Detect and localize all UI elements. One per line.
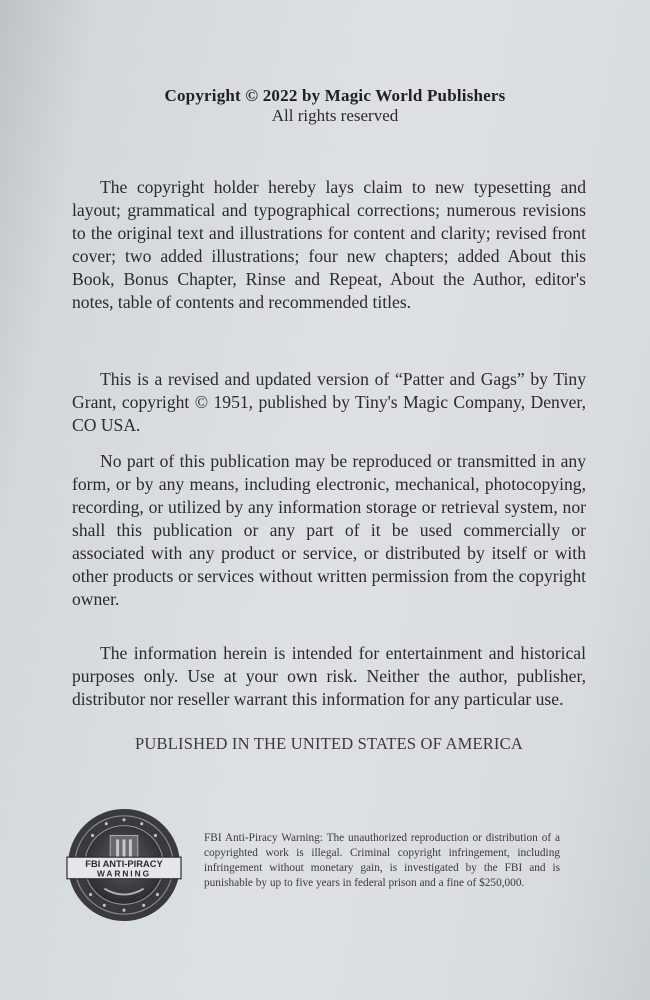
fbi-anti-piracy-seal-icon <box>65 806 183 924</box>
copyright-heading <box>70 86 600 126</box>
reproduction-notice-paragraph: No part of this publication may be reproduced or transmitted in any form, or by any means, including electronic, mechanical, photocopying, recording, or utilized by any information storage or retrieval system, nor shall this publication or any part of it be used commercially or associated with any product or service, or distributed by itself or with other products or services without written permission from the copyright owner. <box>72 450 586 609</box>
published-in-usa: PUBLISHED IN THE UNITED STATES OF AMERICA <box>135 734 523 753</box>
disclaimer-paragraph: The information herein is intended for entertainment and historical purposes only. Use at your own risk. Neither the author, publisher, distributor nor reseller warrant this information for any particular use. <box>72 642 586 709</box>
revision-note-paragraph: This is a revised and updated version of “Patter and Gags” by Tiny Grant, copyright © 1951, published by Tiny's Magic Company, Denver, CO USA. <box>72 368 586 435</box>
fbi-warning-text: FBI Anti-Piracy Warning: The unauthorized reproduction or distribution of a copyrighted work is illegal. Criminal copyright infringement, including infringement without monetary gain, is investigated by the FBI and is punishable by up to five years in federal prison and a fine of $250,000. <box>204 832 560 889</box>
seal-banner-line1: FBI ANTI-PIRACY <box>85 858 163 869</box>
new-material-paragraph: The copyright holder hereby lays claim to new typesetting and layout; grammatical and typographical corrections; numerous revisions to the original text and illustrations for content and clarity; revised front cover; two added illustrations; four new chapters; added About this Book, Bonus Chapter, Rinse and Repeat, About the Author, editor's notes, table of contents and recommended titles. <box>72 176 586 312</box>
rights-reserved: All rights reserved <box>271 106 399 125</box>
seal-banner-line2: WARNING <box>96 868 152 879</box>
copyright-notice: Copyright © 2022 by Magic World Publishers <box>164 86 506 105</box>
